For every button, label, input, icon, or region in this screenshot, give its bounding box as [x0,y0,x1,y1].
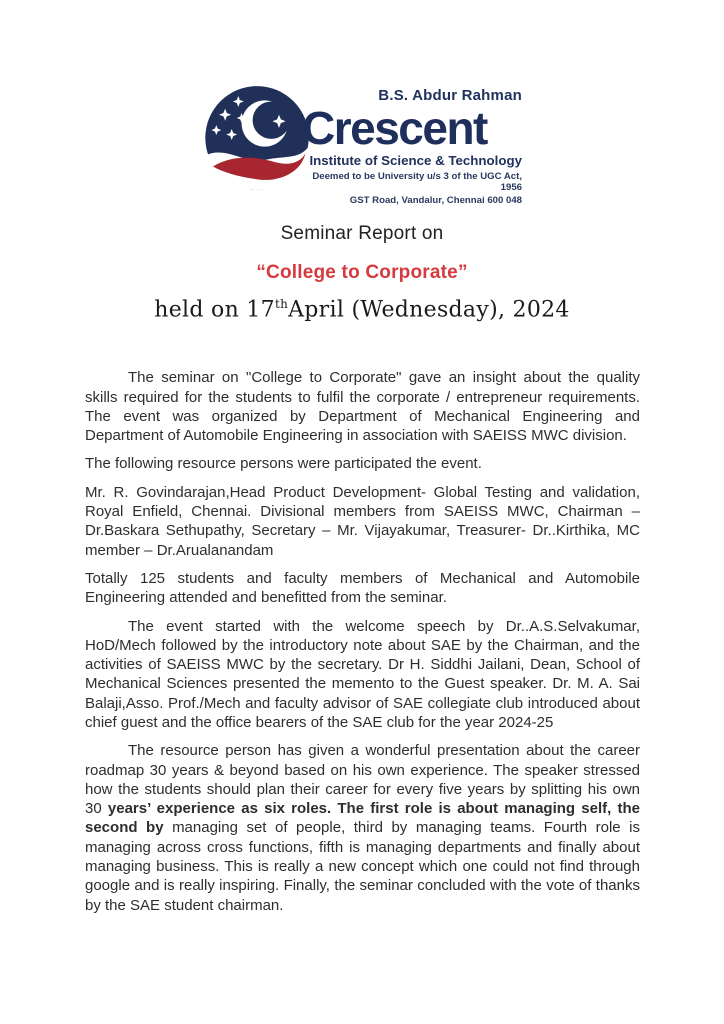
seminar-date-heading [0,297,724,322]
crescent-moon-stars-logo-icon [202,85,312,200]
report-title-block [0,223,724,322]
institution-address-line: GST Road, Vandalur, Chennai 600 048 [349,194,522,206]
emphasized-text-run: years’ experience as six roles. The first role is about managing self, the second by [85,800,640,837]
text-run: Totally 125 students and faculty members of Mechanical and Automobile Engineering attended and benefitted from the seminar. [85,569,640,607]
date-ordinal-suffix: th [274,296,289,311]
institution-logo [202,85,522,206]
paragraph [85,741,640,915]
text-run: The resource person has given a wonderful presentation about the career roadmap 30 years & beyond based on his own experience. The speaker stressed how the students should plan their career for every five years by splitting his own 30 [85,742,640,818]
institution-brand-name: Crescent [302,102,487,154]
paragraph [85,368,640,445]
institution-deemed-university-line: Deemed to be University u/s 3 of the UGC Act, 1956 [312,170,522,193]
text-run: The following resource persons were participated the event. [85,455,482,473]
paragraph [85,569,640,608]
date-suffix: April (Wednesday), 2024 [288,297,570,323]
paragraph [85,483,640,560]
paragraph [85,617,640,733]
text-run: managing set of people, third by managing teams. Fourth role is managing across cross functions, fifth is managing departments and finally about managing business. This is really a new concept which one could not find through google and is really inspiring. Finally, the seminar concluded with the vote of thanks by the SAE student chairman. [85,819,640,914]
institution-tagline: Institute of Science & Technology [309,152,522,168]
text-run: The event started with the welcome speech by Dr..A.S.Selvakumar, HoD/Mech followed by the introductory note about SAE by the Chairman, and the activities of SAEISS MWC by the secretary. Dr H. Siddhi Jailani, Dean, School of Mechanical Sciences presented the memento to the Guest speaker. Dr. M. A. Sai Balaji,Asso. Prof./Mech and faculty advisor of SAE collegiate club introduced about chief guest and the office bearers of the SAE club for the year 2024-25 [85,617,640,731]
report-type-heading: Seminar Report on [280,222,444,244]
institution-logo-text [302,85,522,206]
seminar-topic-heading: “College to Corporate” [256,261,468,283]
text-run: The seminar on "College to Corporate" gave an insight about the quality skills required for the students to fulfil the corporate / entrepreneur requirements. The event was organized by Department of Mechanical Engineering and Department of Automobile Engineering in association with SAEISS MWC division. [85,369,640,445]
text-run: Mr. R. Govindarajan,Head Product Development- Global Testing and validation, Royal Enfield, Chennai. Divisional members from SAEISS MWC, Chairman – Dr.Baskara Sethupathy, Secretary – Mr. Vijayakumar, Treasurer- Dr..Kirthika, MC member – Dr.Arualanandam [85,483,640,559]
date-prefix: held on 17 [154,297,275,323]
paragraph [85,454,640,473]
institution-founder-name: B.S. Abdur Rahman [378,87,522,104]
document-body [85,368,640,915]
